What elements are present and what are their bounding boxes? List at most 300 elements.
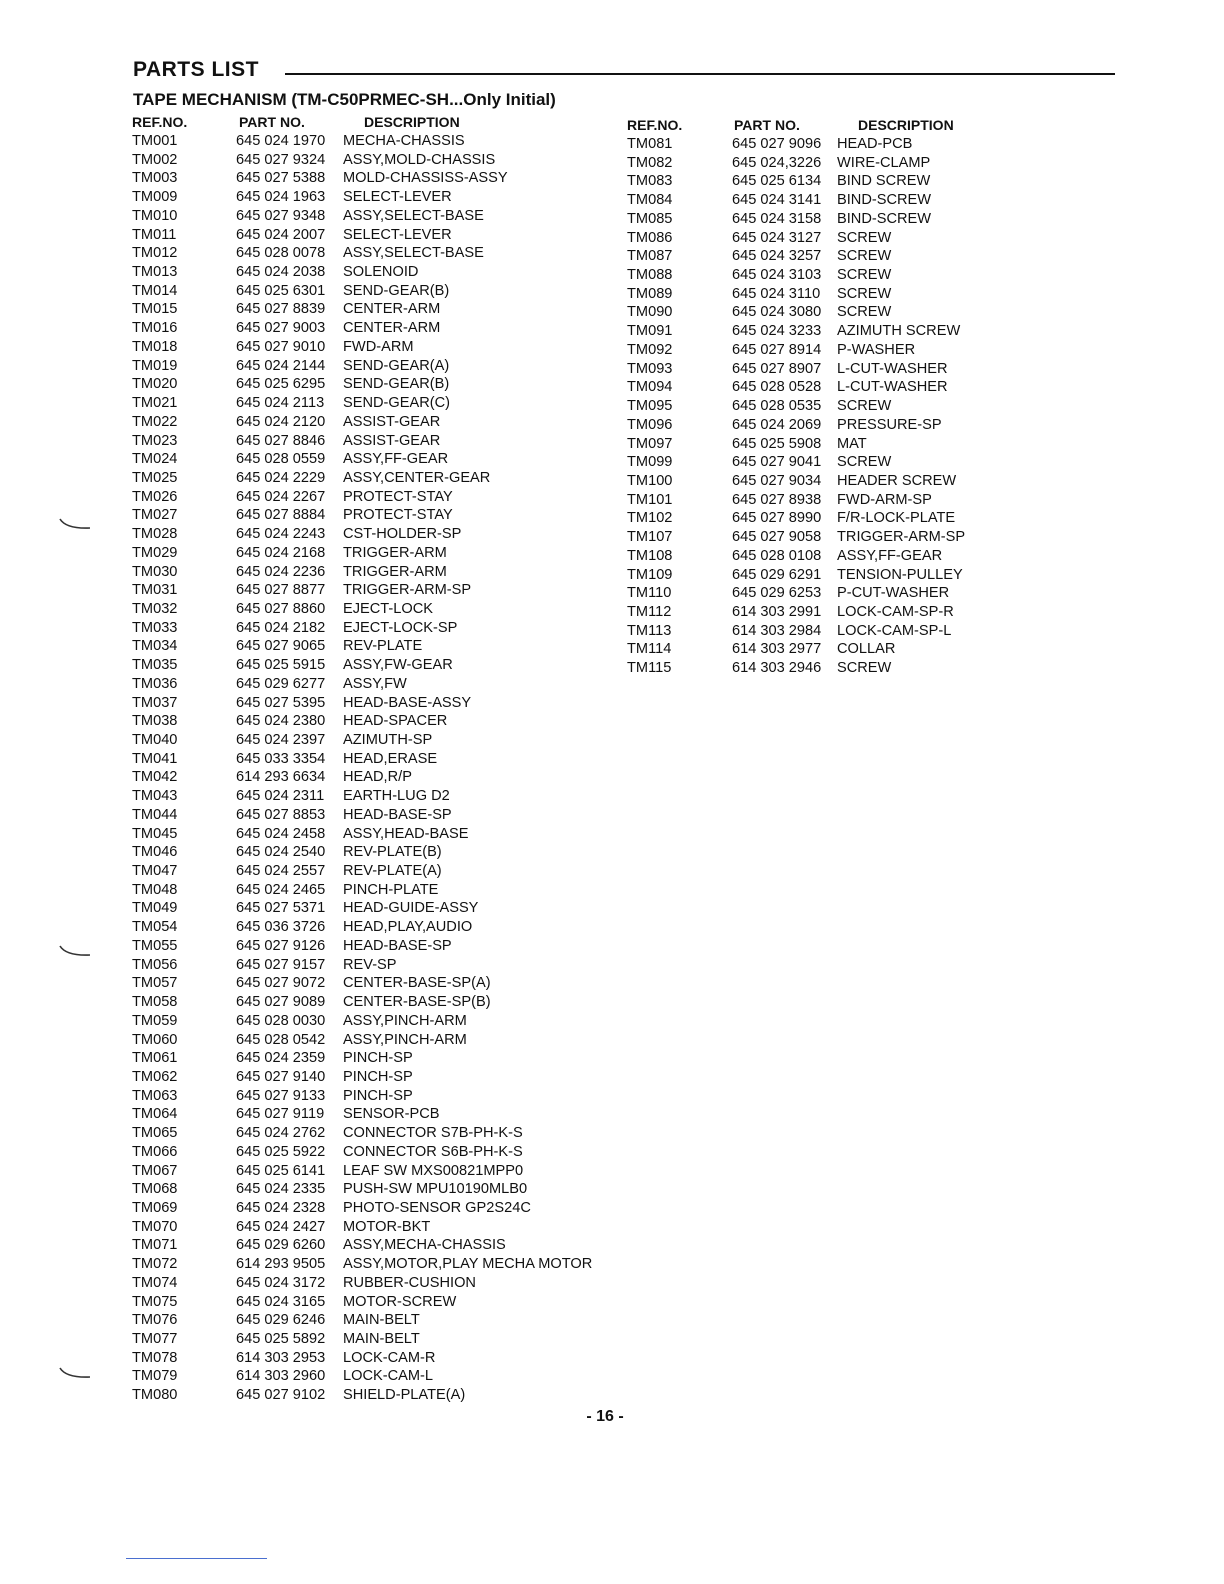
ref-no-cell: TM066 [132,1143,178,1160]
table-row [132,1386,612,1405]
part-no-cell: 645 027 9034 [732,472,822,489]
description-cell: PUSH-SW MPU10190MLB0 [343,1181,528,1198]
part-no-cell: 645 024 2397 [236,732,326,748]
ref-no-cell: TM060 [132,1031,178,1048]
part-no-cell: 645 027 9058 [732,529,822,546]
description-cell: ASSY,PINCH-ARM [343,1031,467,1048]
table-row [132,1180,612,1199]
part-no-cell: 645 024 3165 [236,1293,326,1310]
ref-no-cell: TM085 [627,210,673,227]
part-no-cell: 645 027 9119 [236,1106,325,1123]
part-no-cell: 645 027 5371 [236,900,326,917]
ref-no-cell: TM022 [132,413,178,430]
table-row [132,825,612,844]
ref-no-cell: TM077 [132,1331,178,1347]
ref-no-cell: TM047 [132,863,178,880]
description-cell: ASSY,PINCH-ARM [343,1012,467,1029]
table-row [627,659,987,678]
table-row [627,547,987,566]
ref-no-cell: TM079 [132,1368,178,1385]
ref-no-cell: TM035 [132,657,178,674]
part-no-cell: 645 025 6134 [732,173,822,190]
description-cell: REV-PLATE(A) [343,863,442,880]
ref-no-cell: TM112 [627,603,672,620]
table-row [132,563,612,582]
ref-no-cell: TM002 [132,151,178,168]
part-no-cell: 645 028 0108 [732,547,822,564]
part-no-cell: 645 024 1970 [236,133,326,149]
description-cell: CONNECTOR S6B-PH-K-S [343,1143,523,1160]
table-row [132,656,612,675]
ref-no-cell: TM044 [132,806,178,823]
part-no-cell: 645 024 2458 [236,825,326,842]
parts-table-right [627,115,987,678]
ref-no-cell: TM045 [132,825,178,842]
ref-no-cell: TM058 [132,994,178,1011]
description-cell: TENSION-PULLEY [837,566,963,583]
ref-no-cell: TM028 [132,526,178,543]
table-row [132,244,612,263]
description-cell: LOCK-CAM-SP-R [837,603,954,620]
table-row [132,1293,612,1312]
part-no-cell: 645 024 3158 [732,210,822,227]
ref-no-cell: TM091 [627,323,673,340]
table-row [132,1049,612,1068]
table-row [132,188,612,207]
ref-no-cell: TM018 [132,338,178,355]
description-cell: PROTECT-STAY [343,488,453,505]
table-row [627,435,987,454]
part-no-cell: 614 293 6634 [236,769,326,786]
ref-no-cell: TM075 [132,1293,178,1310]
part-no-cell: 614 303 2991 [732,603,822,620]
table-row [132,469,612,488]
ref-no-cell: TM010 [132,207,178,224]
description-cell: AZIMUTH-SP [343,732,433,748]
table-row [132,974,612,993]
table-row [132,450,612,469]
ref-no-cell: TM092 [627,341,673,358]
part-no-cell: 614 303 2977 [732,641,822,658]
part-no-cell: 645 024 3172 [236,1274,326,1291]
table-row [627,191,987,210]
ref-no-cell: TM012 [132,245,178,262]
description-cell: SOLENOID [343,264,419,281]
table-row [132,263,612,282]
ref-no-cell: TM100 [627,472,673,489]
table-row [627,509,987,528]
part-no-cell: 645 027 8990 [732,510,822,527]
ref-no-cell: TM016 [132,320,178,337]
page-title: PARTS LIST [133,58,259,81]
table-row [627,360,987,379]
ref-no-cell: TM074 [132,1274,178,1291]
description-cell: ASSY,FF-GEAR [343,451,449,468]
description-cell: EARTH-LUG D2 [343,788,450,805]
part-no-cell: 645 027 5395 [236,694,326,711]
ref-no-cell: TM009 [132,189,178,206]
part-no-cell: 645 027 9096 [732,136,822,152]
part-no-cell: 645 028 0542 [236,1031,326,1048]
table-row [132,862,612,881]
ref-no-cell: TM086 [627,229,673,246]
ref-no-cell: TM048 [132,881,178,898]
description-header: DESCRIPTION [364,114,460,130]
description-cell: WIRE-CLAMP [837,154,931,171]
description-cell: HEAD-BASE-SP [343,806,452,823]
ref-no-cell: TM088 [627,267,673,284]
description-cell: MOTOR-SCREW [343,1293,457,1310]
part-no-cell: 645 029 6277 [236,675,326,692]
table-row [132,432,612,451]
description-cell: REV-PLATE [343,638,423,655]
part-no-cell: 645 024 2328 [236,1199,326,1216]
part-no-cell: 645 027 9041 [732,454,822,471]
ref-no-cell: TM042 [132,769,178,786]
table-row [627,453,987,472]
description-cell: SCREW [837,248,892,265]
part-no-cell: 645 028 0078 [236,245,326,262]
table-row [627,266,987,285]
ref-no-cell: TM097 [627,435,673,452]
description-cell: CENTER-ARM [343,320,441,337]
description-cell: COLLAR [837,641,896,658]
ref-no-cell: TM062 [132,1068,178,1085]
ref-no-cell: TM113 [627,622,672,639]
part-no-cell: 645 024 2557 [236,863,326,880]
description-cell: P-WASHER [837,341,916,358]
ref-no-cell: TM027 [132,507,178,524]
part-no-cell: 645 024 2380 [236,713,326,730]
ref-no-cell: TM102 [627,510,673,527]
ref-no-cell: TM057 [132,975,178,992]
title-rule [285,73,1115,75]
description-cell: RUBBER-CUSHION [343,1274,476,1291]
part-no-cell: 645 024 2243 [236,526,326,543]
part-no-cell: 645 027 9133 [236,1087,326,1104]
description-cell: SCREW [837,454,892,471]
table-header [627,115,987,135]
description-cell: P-CUT-WASHER [837,585,950,602]
binding-mark [58,944,92,958]
part-no-cell: 645 024 2335 [236,1181,326,1198]
description-cell: ASSY,FW-GEAR [343,657,453,674]
table-row [132,207,612,226]
table-row [627,341,987,360]
table-row [132,413,612,432]
ref-no-cell: TM109 [627,566,673,583]
description-cell: EJECT-LOCK [343,600,434,617]
table-row [132,1012,612,1031]
table-row [132,132,612,151]
description-cell: SHIELD-PLATE(A) [343,1387,466,1404]
ref-no-cell: TM114 [627,641,672,658]
ref-no-cell: TM108 [627,547,673,564]
description-cell: MOLD-CHASSISS-ASSY [343,170,508,187]
part-no-cell: 645 036 3726 [236,919,326,936]
part-no-cell: 645 025 6301 [236,282,326,299]
description-cell: PRESSURE-SP [837,416,942,433]
description-cell: CENTER-BASE-SP(A) [343,975,491,992]
ref-no-cell: TM021 [132,395,178,412]
table-row [132,1031,612,1050]
part-no-cell: 645 027 5388 [236,170,326,187]
binding-mark [58,517,92,531]
ref-no-cell: TM107 [627,529,673,546]
description-cell: ASSY,SELECT-BASE [343,245,484,262]
part-no-cell: 645 027 9010 [236,338,326,355]
description-cell: LOCK-CAM-SP-L [837,622,952,639]
table-row [627,397,987,416]
part-no-cell: 645 027 8839 [236,301,326,318]
description-cell: HEAD-PCB [837,136,913,152]
description-cell: L-CUT-WASHER [837,360,948,377]
table-row [627,416,987,435]
description-cell: PINCH-PLATE [343,881,439,898]
ref-no-cell: TM049 [132,900,178,917]
table-row [627,322,987,341]
part-no-cell: 645 024 2168 [236,544,326,561]
description-cell: TRIGGER-ARM-SP [837,529,966,546]
description-cell: PHOTO-SENSOR GP2S24C [343,1199,531,1216]
description-cell: PINCH-SP [343,1068,413,1085]
ref-no-cell: TM072 [132,1256,178,1273]
table-row [132,1367,612,1386]
ref-no-cell: TM095 [627,398,673,415]
ref-no-cell: TM056 [132,956,178,973]
ref-no-cell: TM061 [132,1050,178,1067]
table-row [132,843,612,862]
table-row [627,285,987,304]
table-row [132,768,612,787]
ref-no-cell: TM090 [627,304,673,321]
part-no-cell: 645 024 1963 [236,189,326,206]
part-no-cell: 645 029 6253 [732,585,822,602]
table-row [132,1330,612,1349]
ref-no-cell: TM068 [132,1181,178,1198]
part-no-cell: 645 033 3354 [236,750,326,767]
ref-no-cell: TM032 [132,600,178,617]
ref-no-cell: TM014 [132,282,178,299]
table-row [627,135,987,154]
ref-no-cell: TM069 [132,1199,178,1216]
ref-no-cell: TM037 [132,694,178,711]
ref-no-cell: TM011 [132,226,177,243]
description-cell: SENSOR-PCB [343,1106,440,1123]
ref-no-cell: TM101 [627,491,673,508]
ref-no-header: REF.NO. [132,114,188,130]
description-cell: BIND-SCREW [837,210,932,227]
part-no-cell: 645 027 9072 [236,975,326,992]
part-no-cell: 645 024 2229 [236,469,326,486]
description-cell: LEAF SW MXS00821MPP0 [343,1162,524,1179]
table-row [132,525,612,544]
part-no-cell: 645 024 2267 [236,488,326,505]
description-cell: PINCH-SP [343,1050,413,1067]
ref-no-cell: TM036 [132,675,178,692]
ref-no-cell: TM093 [627,360,673,377]
part-no-cell: 645 027 8846 [236,432,326,449]
description-cell: HEAD,R/P [343,769,412,786]
table-row [627,603,987,622]
part-no-cell: 645 027 9140 [236,1068,326,1085]
description-cell: MAIN-BELT [343,1312,420,1329]
parts-table-left [132,112,612,1405]
table-row [132,375,612,394]
part-no-cell: 645 025 5922 [236,1143,326,1160]
ref-no-cell: TM080 [132,1387,178,1404]
ref-no-cell: TM064 [132,1106,178,1123]
ref-no-cell: TM115 [627,660,672,677]
table-row [132,282,612,301]
table-row [627,303,987,322]
table-row [132,806,612,825]
part-no-cell: 645 027 8853 [236,806,326,823]
part-no-cell: 645 027 8860 [236,600,326,617]
table-row [132,1349,612,1368]
ref-no-cell: TM001 [132,133,178,149]
description-cell: HEAD-BASE-SP [343,937,452,954]
table-row [132,1087,612,1106]
description-cell: ASSY,FW [343,675,407,692]
section-subtitle: TAPE MECHANISM (TM-C50PRMEC-SH...Only Initial) [133,90,556,109]
part-no-cell: 645 027 9065 [236,638,326,655]
description-header: DESCRIPTION [858,117,954,133]
table-row [132,581,612,600]
description-cell: SEND-GEAR(B) [343,376,450,393]
table-row [627,528,987,547]
description-cell: MECHA-CHASSIS [343,133,465,149]
part-no-cell: 645 027 9348 [236,207,326,224]
part-no-cell: 645 024 2120 [236,413,326,430]
ref-no-cell: TM081 [627,136,673,152]
part-no-cell: 645 028 0559 [236,451,326,468]
ref-no-cell: TM110 [627,585,672,602]
part-no-cell: 614 303 2984 [732,622,822,639]
table-row [132,1199,612,1218]
ref-no-cell: TM029 [132,544,178,561]
table-row [132,1124,612,1143]
ref-no-cell: TM041 [132,750,178,767]
part-no-cell: 645 024 3103 [732,267,822,284]
part-no-cell: 645 024 3233 [732,323,822,340]
table-row [132,1105,612,1124]
part-no-header: PART NO. [734,117,800,133]
part-no-cell: 645 024 2144 [236,357,326,374]
table-row [132,675,612,694]
part-no-cell: 645 024 2182 [236,619,326,636]
part-no-cell: 645 025 5892 [236,1331,326,1347]
table-row [132,956,612,975]
description-cell: HEADER SCREW [837,472,957,489]
description-cell: ASSY,SELECT-BASE [343,207,484,224]
part-no-cell: 645 029 6246 [236,1312,326,1329]
table-row [132,544,612,563]
table-row [132,1274,612,1293]
description-cell: SEND-GEAR(C) [343,395,451,412]
ref-no-cell: TM038 [132,713,178,730]
table-row [132,1311,612,1330]
table-row [132,1255,612,1274]
ref-no-cell: TM076 [132,1312,178,1329]
table-row [132,731,612,750]
description-cell: TRIGGER-ARM-SP [343,582,472,599]
table-row [627,172,987,191]
part-no-cell: 614 293 9505 [236,1256,326,1273]
ref-no-cell: TM071 [132,1237,178,1254]
ref-no-cell: TM084 [627,192,673,209]
table-row [132,300,612,319]
table-row [132,488,612,507]
description-cell: SCREW [837,398,892,415]
binding-mark [58,1366,92,1380]
description-cell: BIND SCREW [837,173,931,190]
ref-no-cell: TM020 [132,376,178,393]
description-cell: SEND-GEAR(A) [343,357,450,374]
part-no-cell: 645 024 3080 [732,304,822,321]
ref-no-cell: TM043 [132,788,178,805]
description-cell: F/R-LOCK-PLATE [837,510,956,527]
part-no-cell: 645 024 2038 [236,264,326,281]
part-no-cell: 645 024,3226 [732,154,822,171]
description-cell: MAT [837,435,867,452]
part-no-cell: 645 024 2113 [236,395,325,412]
description-cell: MAIN-BELT [343,1331,420,1347]
ref-no-cell: TM040 [132,732,178,748]
table-row [132,712,612,731]
table-header [132,112,612,132]
ref-no-cell: TM082 [627,154,673,171]
table-row [132,357,612,376]
description-cell: SCREW [837,267,892,284]
part-no-cell: 645 028 0528 [732,379,822,396]
description-cell: SCREW [837,285,892,302]
description-cell: BIND-SCREW [837,192,932,209]
description-cell: ASSIST-GEAR [343,413,441,430]
part-no-cell: 645 027 8877 [236,582,326,599]
ref-no-cell: TM019 [132,357,178,374]
ref-no-cell: TM063 [132,1087,178,1104]
ref-no-cell: TM034 [132,638,178,655]
description-cell: EJECT-LOCK-SP [343,619,458,636]
table-row [132,1162,612,1181]
ref-no-cell: TM070 [132,1218,178,1235]
table-row [132,506,612,525]
description-cell: CENTER-BASE-SP(B) [343,994,491,1011]
description-cell: ASSY,CENTER-GEAR [343,469,491,486]
part-no-cell: 645 024 2762 [236,1125,326,1142]
description-cell: HEAD,ERASE [343,750,438,767]
description-cell: ASSY,MOLD-CHASSIS [343,151,496,168]
part-no-cell: 645 024 3110 [732,285,821,302]
description-cell: CENTER-ARM [343,301,441,318]
part-no-cell: 614 303 2960 [236,1368,326,1385]
table-row [132,787,612,806]
description-cell: FWD-ARM [343,338,414,355]
table-row [132,937,612,956]
ref-no-cell: TM054 [132,919,178,936]
table-row [627,584,987,603]
part-no-cell: 645 024 2311 [236,788,325,805]
table-row [132,600,612,619]
part-no-cell: 645 024 2465 [236,881,326,898]
table-row [627,229,987,248]
table-row [627,472,987,491]
description-cell: CST-HOLDER-SP [343,526,462,543]
table-row [132,694,612,713]
description-cell: PROTECT-STAY [343,507,453,524]
table-row [132,637,612,656]
